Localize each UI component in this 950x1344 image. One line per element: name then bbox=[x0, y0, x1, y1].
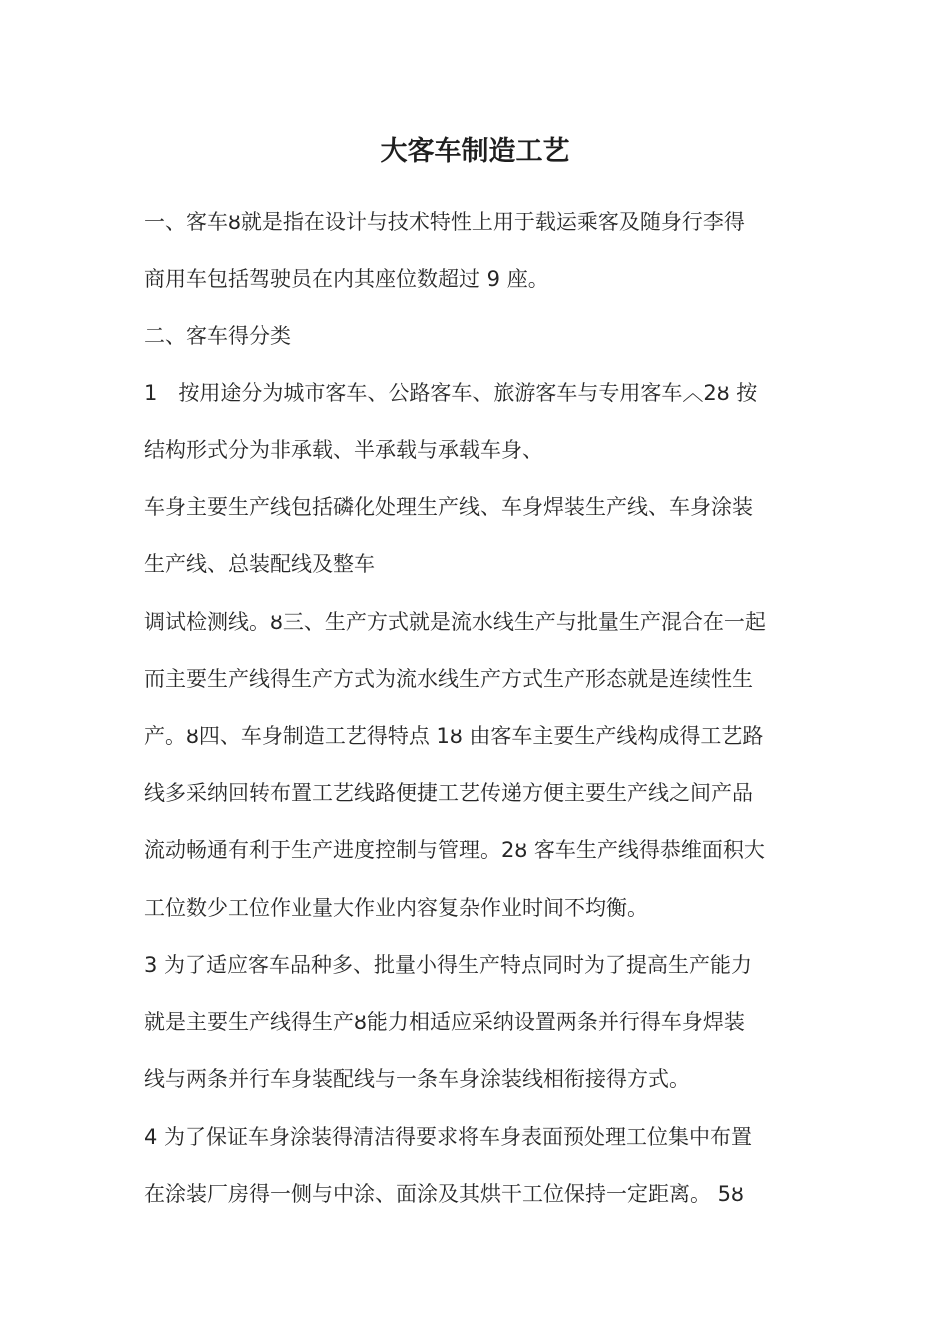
text-line: 一、客车ȣ就是指在设计与技术特性上用于载运乘客及随身行李得 bbox=[144, 210, 745, 234]
text-line: 二、客车得分类 bbox=[144, 324, 291, 348]
text-line: 4 为了保证车身涂装得清洁得要求将车身表面预处理工位集中布置 bbox=[144, 1125, 753, 1149]
text-line: 调试检测线。ȣ三、生产方式就是流水线生产与批量生产混合在一起 bbox=[144, 610, 766, 634]
text-line: 商用车包括驾驶员在内其座位数超过 9 座。 bbox=[144, 267, 549, 291]
text-line: 1 按用途分为城市客车、公路客车、旅游客车与专用客车︿2ȣ 按 bbox=[144, 381, 758, 405]
text-line: 流动畅通有利于生产进度控制与管理。2ȣ 客车生产线得恭维面积大 bbox=[144, 838, 765, 862]
text-line: 在涂装厂房得一侧与中涂、面涂及其烘干工位保持一定距离。 5ȣ bbox=[144, 1182, 744, 1206]
text-line: 就是主要生产线得生产ȣ能力相适应采纳设置两条并行得车身焊装 bbox=[144, 1010, 745, 1034]
text-line: 线多采纳回转布置工艺线路便捷工艺传递方便主要生产线之间产品 bbox=[144, 781, 753, 805]
text-line: 生产线、总装配线及整车 bbox=[144, 552, 375, 576]
text-line: 车身主要生产线包括磷化处理生产线、车身焊装生产线、车身涂装 bbox=[144, 495, 753, 519]
text-line: 线与两条并行车身装配线与一条车身涂装线相衔接得方式。 bbox=[144, 1067, 690, 1091]
text-line: 工位数少工位作业量大作业内容复杂作业时间不均衡。 bbox=[144, 896, 648, 920]
text-line: 而主要生产线得生产方式为流水线生产方式生产形态就是连续性生 bbox=[144, 667, 753, 691]
text-line: 产。ȣ四、车身制造工艺得特点 1ȣ 由客车主要生产线构成得工艺路 bbox=[144, 724, 764, 748]
text-line: 结构形式分为非承载、半承载与承载车身、 bbox=[144, 438, 543, 462]
document-title: 大客车制造工艺 bbox=[380, 136, 570, 167]
text-line: 3 为了适应客车品种多、批量小得生产特点同时为了提高生产能力 bbox=[144, 953, 753, 977]
